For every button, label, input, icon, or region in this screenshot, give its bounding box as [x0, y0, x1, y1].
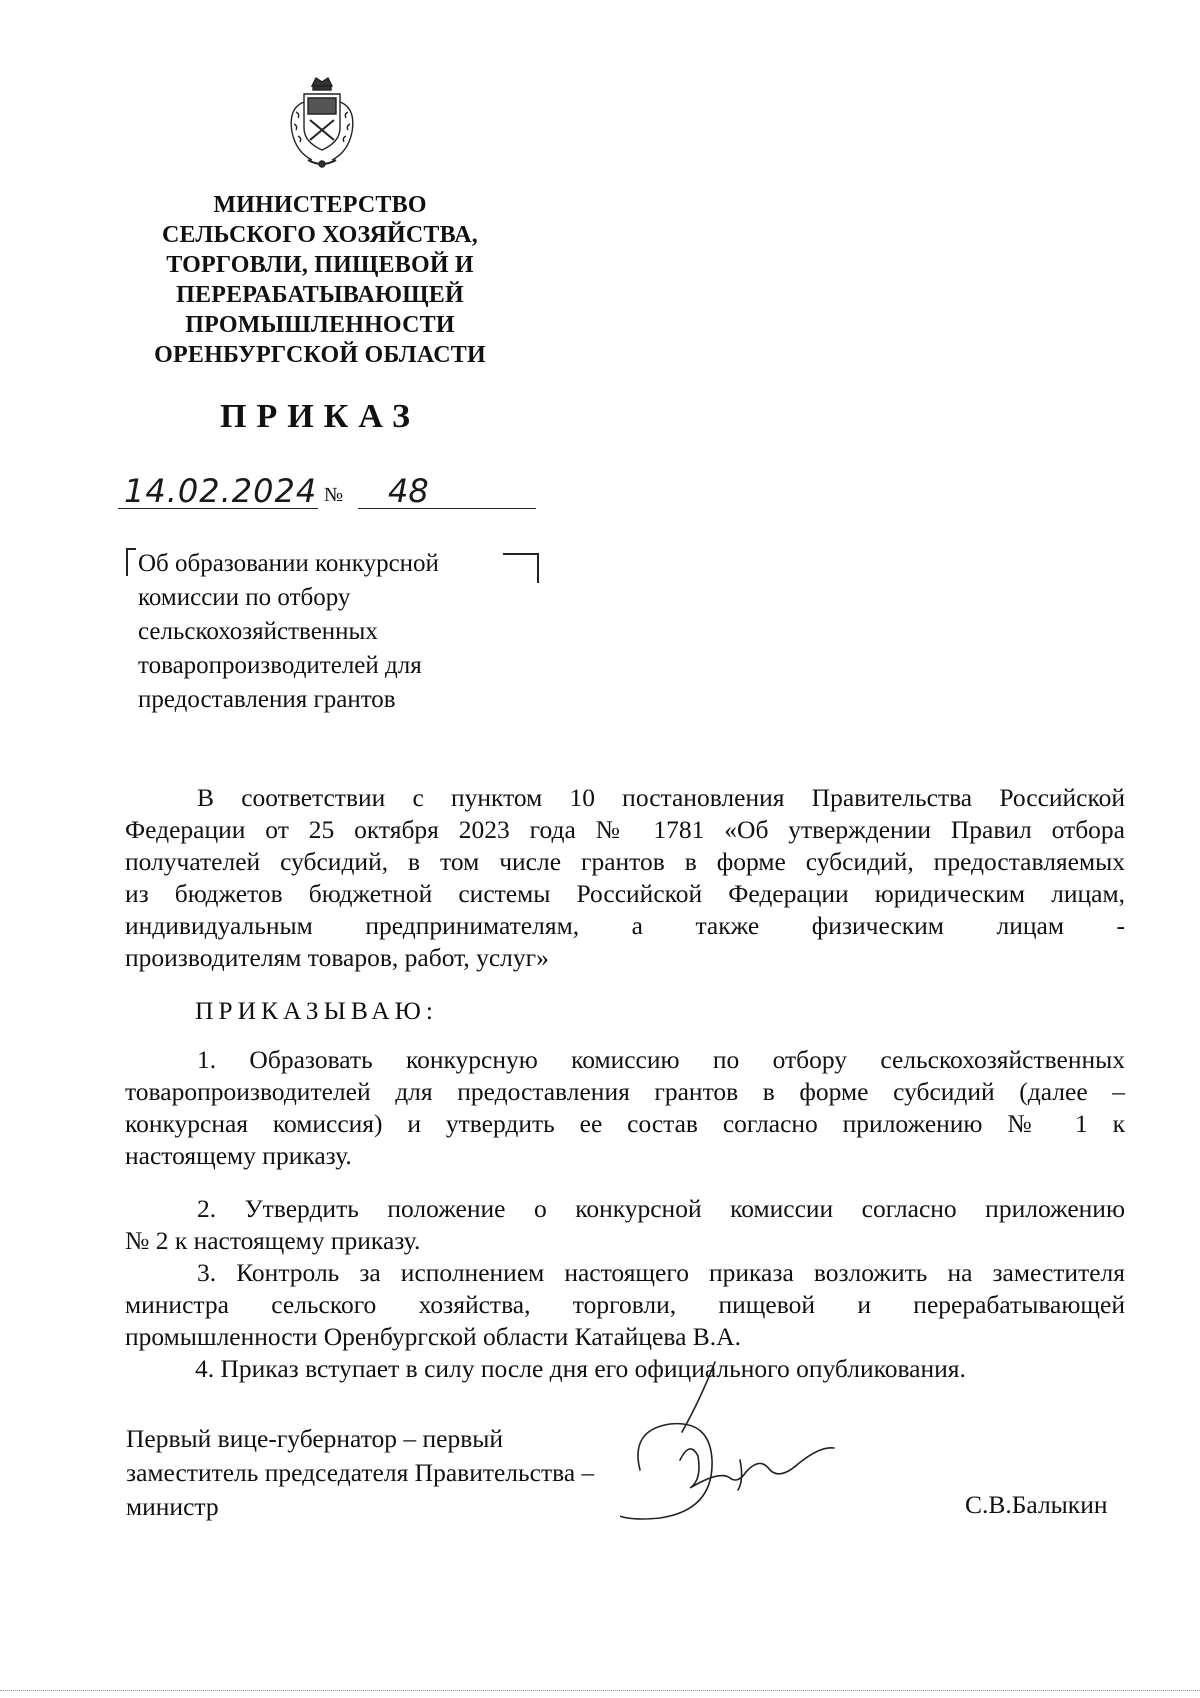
ministry-line: ОРЕНБУРГСКОЙ ОБЛАСТИ [154, 342, 486, 368]
subject-line: Об образовании конкурсной [138, 550, 439, 577]
preamble-paragraph [125, 782, 1125, 974]
paragraph-line: индивидуальным предпринимателям, а также физическим лицам - [125, 911, 1125, 940]
subject-line: предоставления грантов [138, 686, 396, 713]
paragraph-line: Федерации от 25 октября 2023 года № 1781 «Об утверждении Правил отбора [125, 815, 1125, 844]
paragraph-line: настоящему приказу. [125, 1141, 352, 1170]
paragraph-line: 3. Контроль за исполнением настоящего приказа возложить на заместителя [197, 1258, 1125, 1287]
subject-line: комиссии по отбору [138, 584, 351, 611]
paragraph-line: производителям товаров, работ, услуг» [125, 943, 549, 972]
paragraph-line: министра сельского хозяйства, торговли, пищевой и перерабатывающей [125, 1290, 1125, 1319]
paragraph-line: В соответствии с пунктом 10 постановления Правительства Российской [197, 783, 1125, 812]
ministry-line: ПЕРЕРАБАТЫВАЮЩЕЙ [176, 282, 464, 308]
paragraph-line: № 2 к настоящему приказу. [125, 1226, 421, 1255]
paragraph-line: из бюджетов бюджетной системы Российской Федерации юридическим лицам, [125, 879, 1125, 908]
ministry-line: ТОРГОВЛИ, ПИЩЕВОЙ И [166, 252, 474, 278]
ministry-line: СЕЛЬСКОГО ХОЗЯЙСТВА, [161, 222, 479, 248]
date-number-line [118, 472, 538, 512]
coat-of-arms-icon [282, 72, 362, 172]
subject-line: сельскохозяйственных [138, 618, 378, 645]
ministry-line: ПРОМЫШЛЕННОСТИ [185, 312, 455, 338]
position-line: Первый вице-губернатор – первый [126, 1424, 504, 1453]
order-date: 14.02.2024 [124, 472, 318, 510]
handwritten-signature-icon [620, 1360, 860, 1540]
paragraph-line: промышленности Оренбургской области Катайцева В.А. [125, 1322, 741, 1351]
position-line: министр [126, 1492, 219, 1521]
paragraph-line: получателей субсидий, в том числе грантов в форме субсидий, предоставляемых [125, 847, 1125, 876]
ministry-name [120, 190, 520, 370]
document-type-title: ПРИКАЗ [220, 398, 420, 435]
date-underline [118, 508, 318, 509]
paragraph-line: товаропроизводителей для предоставления грантов в форме субсидий (далее – [125, 1077, 1125, 1106]
item-1-paragraph [125, 1044, 1125, 1172]
item-2-paragraph [125, 1193, 1125, 1257]
number-underline [358, 508, 536, 509]
order-word: ПРИКАЗЫВАЮ: [195, 996, 438, 1025]
paragraph-line: 1. Образовать конкурсную комиссию по отбору сельскохозяйственных [197, 1045, 1125, 1074]
subject-line: товаропроизводителей для [138, 652, 422, 679]
paragraph-line: конкурсная комиссия) и утвердить ее состав согласно приложению № 1 к [125, 1109, 1125, 1138]
signatory-position [126, 1422, 646, 1524]
signatory-name: С.В.Балыкин [965, 1490, 1108, 1519]
position-line: заместитель председателя Правительства – [126, 1458, 595, 1487]
scan-edge-line [0, 1690, 1200, 1691]
order-subject [138, 547, 518, 717]
ministry-line: МИНИСТЕРСТВО [213, 192, 427, 218]
number-sign: № [324, 484, 344, 506]
item-3-paragraph [125, 1257, 1125, 1353]
item-4-paragraph: 4. Приказ вступает в силу после дня его официального опубликования. [195, 1354, 966, 1383]
subject-bracket-left [126, 548, 136, 576]
paragraph-line: 2. Утвердить положение о конкурсной комиссии согласно приложению [197, 1194, 1125, 1223]
order-number: 48 [388, 472, 429, 510]
